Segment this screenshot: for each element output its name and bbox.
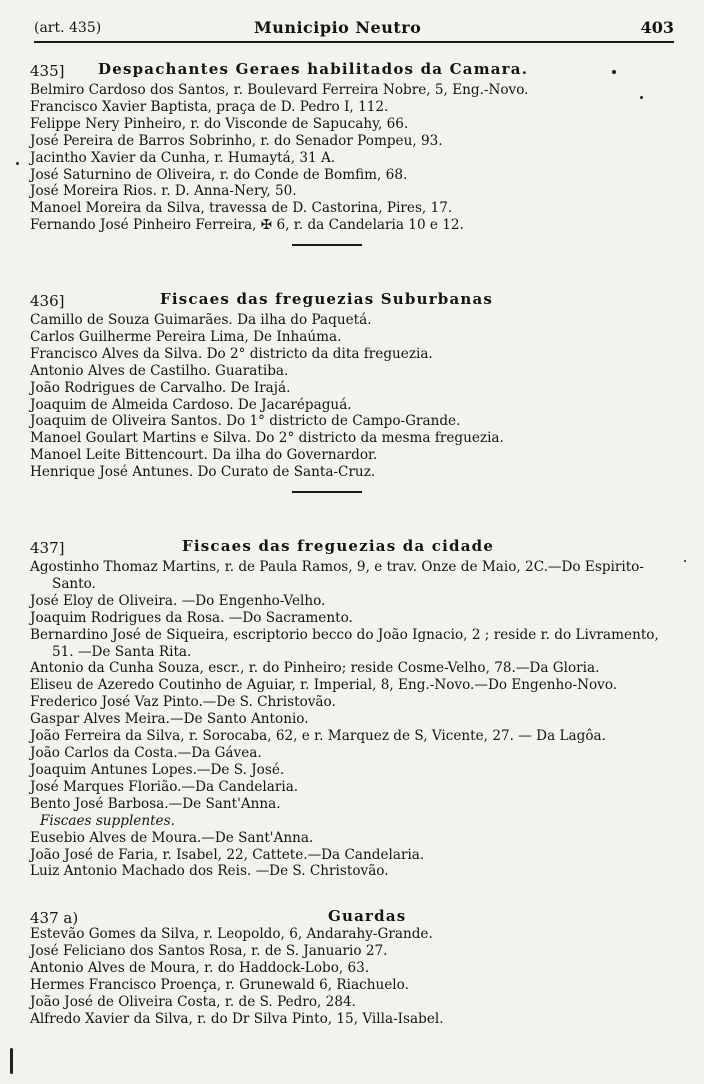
list-item: Bernardino José de Siqueira, escriptorio becco do João Ignacio, 2 ; reside r. do Livramento, 51. —De Santa Rita.	[30, 626, 659, 660]
section-437a	[30, 907, 680, 1027]
list-item: João José de Oliveira Costa, r. de S. Pedro, 284.	[30, 993, 356, 1010]
header-title: Municipio Neutro	[254, 18, 422, 37]
section-number: 435]	[30, 62, 65, 80]
section-435	[30, 60, 680, 246]
list-item: Manoel Goulart Martins e Silva. Do 2° districto da mesma freguezia.	[30, 430, 504, 447]
list-item: João Rodrigues de Carvalho. De Irajá.	[30, 379, 291, 396]
section-divider	[292, 491, 362, 493]
header-rule	[34, 41, 674, 43]
list-item: José Moreira Rios. r. D. Anna-Nery, 50.	[30, 183, 297, 200]
section-title	[30, 60, 680, 82]
list-item: Joaquim de Almeida Cardoso. De Jacarépaguá.	[30, 396, 352, 413]
entry-list	[30, 926, 680, 1027]
list-item: Frederico José Vaz Pinto.—De S. Christovão.	[30, 694, 336, 711]
list-item: José Eloy de Oliveira. —Do Engenho-Velho.	[30, 592, 326, 609]
entry-list	[30, 312, 680, 481]
header-article-ref: (art. 435)	[34, 20, 102, 36]
list-item: João Ferreira da Silva, r. Sorocaba, 62, e r. Marquez de S, Vicente, 27. — Da Lagôa.	[30, 728, 606, 745]
list-item: Agostinho Thomaz Martins, r. de Paula Ramos, 9, e trav. Onze de Maio, 2C.—Do Espirito-Santo.	[30, 559, 644, 592]
list-item: Antonio Alves de Moura, r. do Haddock-Lobo, 63.	[30, 959, 370, 976]
list-item: Camillo de Souza Guimarães. Da ilha do Paquetá.	[30, 312, 372, 328]
list-item: Felippe Nery Pinheiro, r. do Visconde de Sapucahy, 66.	[30, 115, 409, 132]
section-title	[30, 537, 680, 559]
section-number: 437 a)	[30, 909, 79, 927]
list-item: Henrique José Antunes. Do Curato de Santa-Cruz.	[30, 464, 376, 481]
list-item: José Marques Florião.—Da Candelaria.	[30, 778, 299, 795]
list-item: José Pereira de Barros Sobrinho, r. do Senador Pompeu, 93.	[30, 132, 443, 149]
list-item: Joaquim Antunes Lopes.—De S. José.	[30, 761, 285, 778]
section-437	[30, 537, 680, 880]
list-item: Gaspar Alves Meira.—De Santo Antonio.	[30, 711, 309, 728]
list-item: Antonio da Cunha Souza, escr., r. do Pinheiro; reside Cosme-Velho, 78.—Da Gloria.	[30, 660, 600, 677]
page-header	[34, 18, 674, 40]
list-item: Alfredo Xavier da Silva, r. do Dr Silva Pinto, 15, Villa-Isabel.	[30, 1010, 444, 1027]
scan-speck	[612, 70, 616, 74]
section-heading: Fiscaes das freguezias da cidade	[182, 537, 495, 555]
entry-list	[30, 82, 680, 234]
list-item: João Carlos da Costa.—Da Gávea.	[30, 744, 262, 761]
list-item: Eusebio Alves de Moura.—De Sant'Anna.	[30, 829, 314, 846]
page-number: 403	[640, 18, 674, 37]
list-item: Manoel Leite Bittencourt. Da ilha do Governardor.	[30, 447, 378, 464]
list-item: Joaquim Rodrigues da Rosa. —Do Sacramento.	[30, 609, 353, 626]
list-item: Estevão Gomes da Silva, r. Leopoldo, 6, Andarahy-Grande.	[30, 926, 433, 942]
list-item: Francisco Xavier Baptista, praça de D. Pedro I, 112.	[30, 98, 389, 115]
section-title	[30, 907, 680, 926]
list-item: Francisco Alves da Silva. Do 2° districto da dita freguezia.	[30, 345, 433, 362]
scan-speck	[640, 96, 643, 99]
section-heading: Fiscaes das freguezias Suburbanas	[160, 290, 494, 308]
list-item: João José de Faria, r. Isabel, 22, Cattete.—Da Candelaria.	[30, 846, 425, 863]
list-item: Hermes Francisco Proença, r. Grunewald 6, Riachuelo.	[30, 976, 409, 993]
section-heading: Despachantes Geraes habilitados da Camara.	[98, 60, 529, 78]
section-heading: Guardas	[328, 907, 407, 925]
list-item: Jacintho Xavier da Cunha, r. Humaytá, 31 A.	[30, 149, 336, 166]
section-number: 436]	[30, 292, 65, 310]
list-item: Bento José Barbosa.—De Sant'Anna.	[30, 795, 281, 812]
list-item: Fernando José Pinheiro Ferreira, ✠ 6, r. da Candelaria 10 e 12.	[30, 217, 464, 234]
scan-speck	[684, 560, 686, 562]
list-item: Luiz Antonio Machado dos Reis. —De S. Christovão.	[30, 863, 389, 880]
section-title	[30, 290, 680, 312]
section-number: 437]	[30, 539, 65, 557]
scan-speck	[16, 162, 19, 165]
section-436	[30, 290, 680, 493]
list-item: José Feliciano dos Santos Rosa, r. de S. Januario 27.	[30, 942, 388, 959]
list-item: José Saturnino de Oliveira, r. do Conde de Bomfim, 68.	[30, 166, 408, 183]
list-item: Antonio Alves de Castilho. Guaratiba.	[30, 362, 289, 379]
scan-speck	[10, 1048, 13, 1074]
list-item: Carlos Guilherme Pereira Lima, De Inhaúma.	[30, 328, 342, 345]
list-item: Belmiro Cardoso dos Santos, r. Boulevard Ferreira Nobre, 5, Eng.-Novo.	[30, 82, 529, 98]
list-item: Eliseu de Azeredo Coutinho de Aguiar, r. Imperial, 8, Eng.-Novo.—Do Engenho-Novo.	[30, 677, 618, 694]
entry-list	[30, 559, 680, 880]
subsection-heading: Fiscaes supplentes.	[40, 812, 175, 829]
list-item: Joaquim de Oliveira Santos. Do 1° districto de Campo-Grande.	[30, 413, 461, 430]
section-divider	[292, 244, 362, 246]
list-item: Manoel Moreira da Silva, travessa de D. Castorina, Pires, 17.	[30, 200, 453, 217]
